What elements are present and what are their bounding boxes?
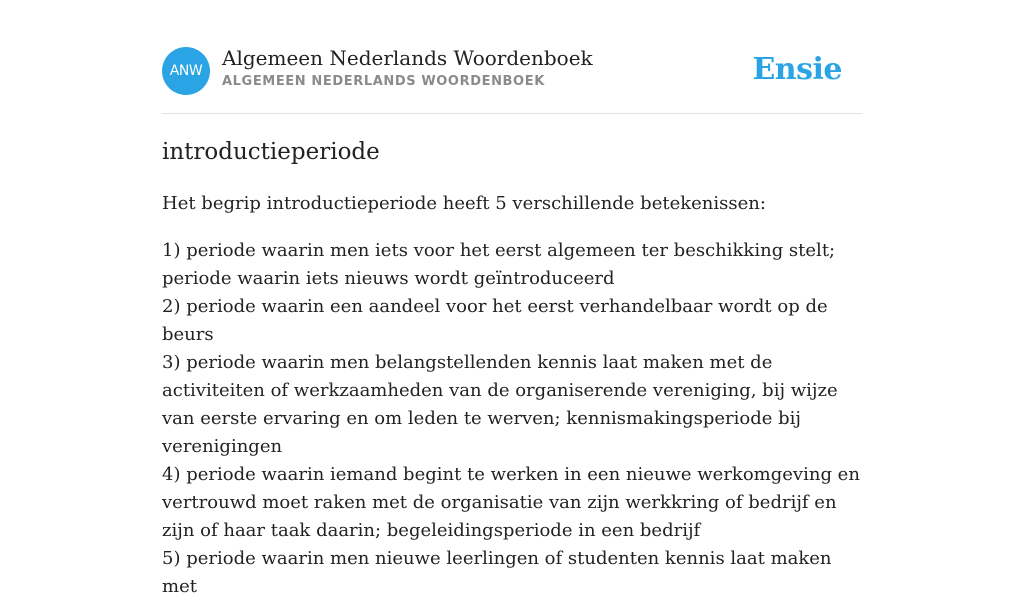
source-logo[interactable] xyxy=(162,47,210,95)
source-subtitle: ALGEMEEN NEDERLANDS WOORDENBOEK xyxy=(222,74,545,89)
source-header xyxy=(162,46,862,96)
source-logo-text: ANW xyxy=(169,63,203,79)
source-title[interactable]: Algemeen Nederlands Woordenboek xyxy=(222,46,593,70)
meaning-item: 5) periode waarin men nieuwe leerlingen of studenten kennis laat maken met xyxy=(162,548,832,597)
meaning-item: 4) periode waarin iemand begint te werken in een nieuwe werkomgeving en vertrouwd moet raken met de organisatie van zijn werkkring of bedrijf en zijn of haar taak daarin; begeleidingsperiode in een bedrijf xyxy=(162,464,860,541)
page xyxy=(162,0,862,597)
brand-logo[interactable]: Ensie xyxy=(752,52,842,87)
meaning-item: 3) periode waarin men belangstellenden kennis laat maken met de activiteiten of werkzaamheden van de organiserende vereniging, bij wijze van eerste ervaring en om leden te werven; kennismakingsperiode bij verenigingen xyxy=(162,352,838,457)
meaning-item: 2) periode waarin een aandeel voor het eerst verhandelbaar wordt op de beurs xyxy=(162,296,828,345)
entry-term: introductieperiode xyxy=(162,139,380,165)
meaning-item: 1) periode waarin men iets voor het eerst algemeen ter beschikking stelt; periode waarin iets nieuws wordt geïntroduceerd xyxy=(162,240,836,289)
entry-intro: Het begrip introductieperiode heeft 5 verschillende betekenissen: xyxy=(162,193,766,214)
header-divider xyxy=(162,113,862,114)
meanings-list xyxy=(162,237,862,601)
